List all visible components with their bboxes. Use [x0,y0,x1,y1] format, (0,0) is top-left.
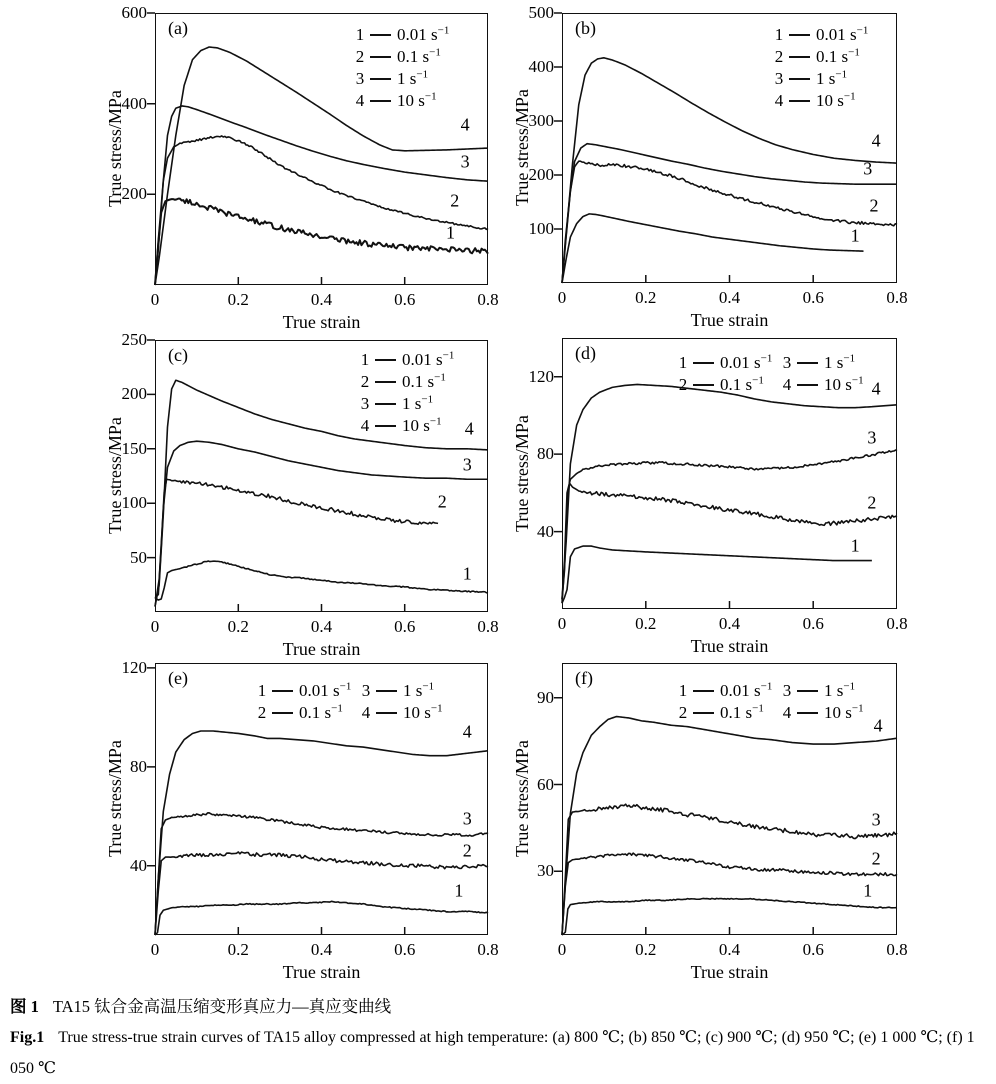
y-axis-label: True stress/MPa [105,90,125,208]
legend-rate-value: 10 $s^{-1}$ [824,374,864,394]
curve-label-1: 1 [446,222,456,243]
legend-curve-number: 2 [678,703,688,722]
y-tick-label: 500 [528,3,554,22]
curve-label-2: 2 [462,840,472,861]
curve-label-1: 1 [850,535,860,556]
y-axis-label: True stress/MPa [105,417,125,535]
legend-curve-number: 3 [774,69,784,88]
x-tick-label: 0.8 [886,940,908,959]
curve-label-2: 2 [867,492,877,513]
x-tick-label: 0.4 [718,614,741,633]
caption-en-label: Fig.1 [10,1029,45,1046]
curve-label-1: 1 [850,225,860,246]
legend-curve-number: 2 [774,47,784,66]
legend-rate-value: 0.1 $s^{-1}$ [720,374,764,394]
legend-curve-number: 1 [360,350,370,369]
x-tick-label: 0.2 [635,288,657,307]
y-tick-label: 120 [121,657,147,677]
curve-label-4: 4 [873,715,883,736]
legend-rate-value: 1 $s^{-1}$ [816,68,848,88]
y-tick-label: 120 [528,366,554,386]
figure-caption [0,988,996,1084]
legend-curve-number: 3 [360,394,370,413]
x-axis-label: True strain [282,962,361,982]
x-tick-label: 0.2 [227,290,249,309]
legend-curve-number: 3 [782,681,792,700]
curve-label-3: 3 [462,454,472,475]
x-tick-label: 0.8 [477,940,499,959]
curve-2 [562,853,897,935]
legend-curve-number: 4 [355,91,365,110]
legend-rate-value: 0.01 $s^{-1}$ [299,680,352,700]
y-tick-label: 100 [528,219,554,238]
x-tick-label: 0.6 [802,940,824,959]
curve-label-2: 2 [869,195,879,216]
legend-rate-value: 10 $s^{-1}$ [816,90,856,110]
y-tick-label: 400 [121,93,147,113]
x-tick-label: 0.8 [886,288,908,307]
curve-label-3: 3 [460,151,470,172]
curve-3 [562,804,897,935]
legend-rate-value: 0.1 $s^{-1}$ [816,46,860,66]
y-axis-label: True stress/MPa [105,740,125,858]
y-tick-label: 100 [121,493,147,513]
legend-rate-value: 10 $s^{-1}$ [403,702,443,722]
curve-label-4: 4 [464,418,474,439]
x-tick-label: 0 [557,288,567,307]
legend-rate-value: 0.1 $s^{-1}$ [397,46,441,66]
caption-zh [10,992,986,1022]
legend-curve-number: 1 [678,681,688,700]
y-tick-label: 300 [528,111,554,130]
x-tick-label: 0 [557,614,567,633]
legend-curve-number: 1 [774,25,784,44]
x-tick-label: 0.8 [886,614,908,633]
legend-curve-number: 4 [782,703,792,722]
x-tick-label: 0.4 [718,940,741,959]
y-tick-label: 30 [537,861,554,881]
x-tick-label: 0 [150,290,160,309]
x-tick-label: 0.6 [394,940,416,959]
legend-entry [678,702,772,724]
legend-curve-number: 3 [361,681,371,700]
legend-curve-number: 1 [678,353,688,372]
legend-curve-number: 2 [360,372,370,391]
panel-letter: (a) [168,18,188,38]
panel-letter: (e) [168,668,188,688]
y-tick-label: 40 [537,521,554,541]
curve-label-1: 1 [462,563,472,584]
legend-curve-number: 1 [355,25,365,44]
y-tick-label: 80 [537,444,554,464]
legend-entry [782,702,864,724]
y-tick-label: 150 [121,438,147,458]
legend-entry [782,680,864,702]
legend-curve-number: 4 [782,375,792,394]
legend-line-sample-icon [797,712,818,714]
legend-curve-number: 2 [257,703,267,722]
x-tick-label: 0.2 [635,614,657,633]
curve-label-3: 3 [867,427,877,448]
y-tick-label: 90 [537,687,554,707]
x-tick-label: 0.2 [227,617,249,636]
caption-en-text: True stress-true strain curves of TA15 alloy compressed at high temperature: (a) 800 ℃; (b) 850 ℃; (c) 900 ℃; (d) 950 ℃; (e) 1 000 ℃; (f) 1 050 ℃ [10,1029,975,1077]
curve-label-2: 2 [437,491,447,512]
legend-rate-value: 1 $s^{-1}$ [403,680,435,700]
curve-label-3: 3 [871,809,881,830]
legend-rate-value: 0.1 $s^{-1}$ [402,371,446,391]
panel-letter: (d) [575,343,596,363]
legend-curve-number: 2 [678,375,688,394]
y-tick-label: 400 [528,57,554,76]
legend-rate-value: 10 $s^{-1}$ [402,415,442,435]
x-tick-label: 0.2 [635,940,657,959]
legend-curve-number: 1 [257,681,267,700]
x-tick-label: 0.4 [310,940,333,959]
legend-rate-value: 0.1 $s^{-1}$ [299,702,343,722]
legend-rate-value: 1 $s^{-1}$ [824,352,856,372]
y-axis-label: True stress/MPa [512,740,532,858]
x-tick-label: 0.8 [477,617,499,636]
y-tick-label: 80 [130,756,147,776]
legend-rate-value: 1 $s^{-1}$ [402,393,434,413]
curve-label-3: 3 [462,808,472,829]
y-tick-label: 200 [121,384,147,404]
x-tick-label: 0.4 [718,288,741,307]
x-axis-label: True strain [690,962,769,982]
legend [782,680,864,724]
curve-label-2: 2 [871,848,881,869]
legend-line-sample-icon [797,690,818,692]
curve-label-1: 1 [454,880,464,901]
legend-line-sample-icon [693,690,714,692]
legend-rate-value: 0.1 $s^{-1}$ [720,702,764,722]
caption-zh-label: 图 1 [10,997,39,1016]
x-axis-label: True strain [282,312,361,332]
x-tick-label: 0.6 [394,617,416,636]
panel-letter: (f) [575,668,593,688]
y-axis-label: True stress/MPa [512,415,532,532]
x-axis-label: True strain [690,310,769,330]
y-tick-label: 200 [121,184,147,204]
legend-curve-number: 2 [355,47,365,66]
caption-en [10,1022,986,1084]
y-tick-label: 60 [537,774,554,794]
panel-letter: (c) [168,345,188,365]
legend-curve-number: 4 [360,416,370,435]
legend-rate-value: 10 $s^{-1}$ [397,90,437,110]
y-tick-label: 250 [121,330,147,349]
x-tick-label: 0.8 [477,290,499,309]
legend-curve-number: 4 [774,91,784,110]
y-tick-label: 40 [130,855,147,875]
curve-label-1: 1 [863,880,873,901]
x-axis-label: True strain [690,636,769,656]
legend-rate-value: 1 $s^{-1}$ [824,680,856,700]
x-tick-label: 0.6 [802,614,824,633]
x-tick-label: 0 [557,940,567,959]
legend [678,680,772,724]
curve-label-4: 4 [460,114,470,135]
legend-rate-value: 0.01 $s^{-1}$ [402,349,455,369]
x-axis-label: True strain [282,639,361,659]
curve-label-4: 4 [462,721,472,742]
curve-label-3: 3 [863,158,873,179]
x-tick-label: 0 [150,940,160,959]
y-tick-label: 50 [130,547,147,567]
x-tick-label: 0 [150,617,160,636]
legend-rate-value: 0.01 $s^{-1}$ [816,24,869,44]
legend-curve-number: 4 [361,703,371,722]
legend-rate-value: 0.01 $s^{-1}$ [720,352,773,372]
legend-rate-value: 10 $s^{-1}$ [824,702,864,722]
legend-curve-number: 3 [782,353,792,372]
curve-label-4: 4 [871,129,881,150]
panel-letter: (b) [575,18,596,38]
x-tick-label: 0.6 [802,288,824,307]
curve-label-2: 2 [450,190,460,211]
y-axis-label: True stress/MPa [512,89,532,207]
x-tick-label: 0.4 [310,290,333,309]
legend-rate-value: 1 $s^{-1}$ [397,68,429,88]
x-tick-label: 0.6 [394,290,416,309]
curve-label-4: 4 [871,378,881,399]
caption-zh-text: TA15 钛合金高温压缩变形真应力—真应变曲线 [52,997,392,1016]
x-tick-label: 0.2 [227,940,249,959]
x-tick-label: 0.4 [310,617,333,636]
y-tick-label: 600 [121,3,147,22]
legend-rate-value: 0.01 $s^{-1}$ [720,680,773,700]
legend-line-sample-icon [693,712,714,714]
legend-curve-number: 3 [355,69,365,88]
legend-rate-value: 0.01 $s^{-1}$ [397,24,450,44]
y-tick-label: 200 [528,165,554,184]
legend-entry [678,680,772,702]
